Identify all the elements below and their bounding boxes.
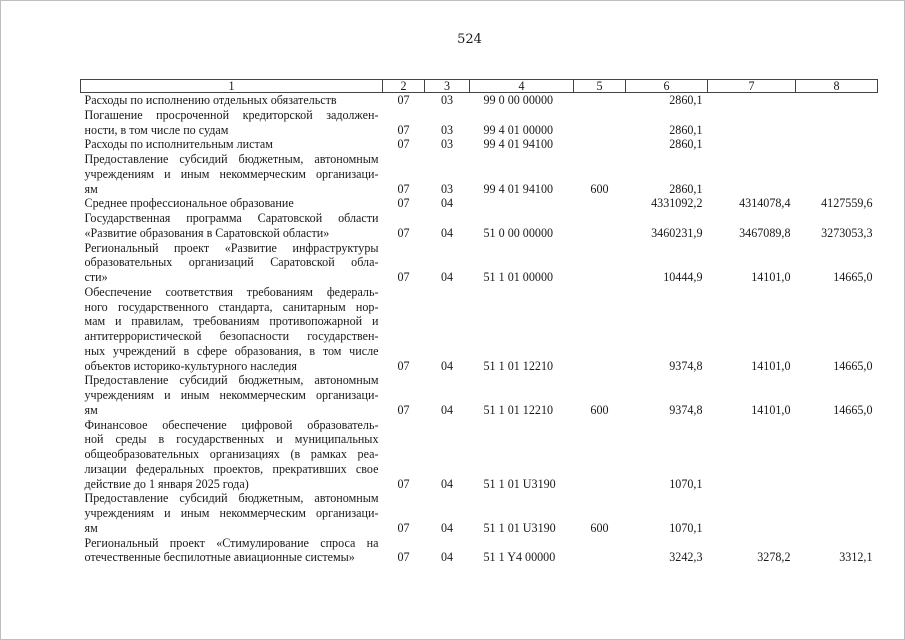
target-article-code: 51 0 00 00000 [483, 225, 554, 240]
item-name-line: Региональный проект «Стимулирование спроса на [84, 535, 379, 550]
item-name-line: Предоставление субсидий бюджетным, автономным [84, 152, 379, 166]
item-name-line: Расходы по исполнительным листам [84, 137, 273, 152]
table-row [81, 108, 878, 138]
amount-year-3 [796, 108, 878, 138]
item-name-line: учреждениям и иным некоммерческим организаци- [84, 506, 379, 520]
target-article-code: 51 1 01 U3190 [483, 520, 556, 535]
section-code: 07 [397, 181, 410, 196]
section-code: 07 [397, 122, 410, 137]
header-col-7: 7 [708, 80, 796, 93]
expense-type-code [574, 241, 626, 285]
item-name-line: ного государственного стандарта, санитарным нор- [84, 299, 379, 314]
amount-year-1: 2860,1 [669, 122, 703, 137]
section-code: 07 [397, 358, 410, 373]
target-article-code: 99 4 01 94100 [483, 181, 554, 196]
item-name-line: ной среды в государственных и муниципальных [84, 432, 379, 447]
subsection-code: 03 [440, 93, 454, 107]
item-name [81, 418, 383, 492]
amount-year-2: 14101,0 [751, 270, 791, 284]
item-name-line: ям [84, 520, 98, 535]
item-name-line: Региональный проект «Развитие инфраструктуры [84, 240, 379, 255]
amount-year-2 [708, 93, 796, 108]
header-col-6: 6 [626, 80, 708, 93]
table-row [81, 418, 878, 492]
section-code: 07 [397, 520, 410, 535]
table-row [81, 491, 878, 535]
amount-year-1: 3460231,9 [651, 225, 703, 240]
item-name [81, 491, 383, 535]
table-row [81, 137, 878, 152]
target-article-code: 51 1 01 U3190 [483, 476, 556, 491]
item-name-line: образовательных организаций Саратовской обла- [84, 255, 379, 270]
page-number: 524 [457, 32, 482, 47]
expense-type-code [574, 93, 626, 108]
item-name-line: Финансовое обеспечение цифровой образователь- [84, 417, 379, 432]
header-col-3: 3 [425, 80, 470, 93]
item-name [81, 196, 383, 211]
item-name-line: Расходы по исполнению отдельных обязательств [84, 93, 337, 107]
item-name-line: Среднее профессиональное образование [84, 196, 294, 211]
item-name-line: учреждениям и иным некоммерческим организаци- [84, 388, 379, 402]
table-row [81, 196, 878, 211]
table-row [81, 93, 878, 108]
header-col-2: 2 [383, 80, 425, 93]
amount-year-3 [796, 491, 878, 535]
item-name [81, 285, 383, 374]
table-row [81, 373, 878, 417]
amount-year-2: 4314078,4 [739, 196, 791, 211]
item-name-line: отечественные беспилотные авиационные системы» [84, 550, 355, 565]
amount-year-2: 14101,0 [751, 402, 791, 417]
subsection-code: 04 [440, 476, 454, 491]
table-row [81, 211, 878, 241]
item-name-line: «Развитие образования в Саратовской области» [84, 225, 330, 240]
item-name-line: Предоставление субсидий бюджетным, автономным [84, 491, 379, 506]
amount-year-3: 14665,0 [833, 358, 873, 373]
amount-year-1: 2860,1 [669, 137, 703, 152]
subsection-code: 04 [440, 402, 454, 417]
expense-type-code: 600 [590, 181, 609, 196]
item-name-line: Государственная программа Саратовской области [84, 211, 379, 225]
budget-table [80, 79, 878, 565]
item-name [81, 137, 383, 152]
item-name-line: учреждениям и иным некоммерческим организаци- [84, 166, 379, 181]
item-name [81, 536, 383, 566]
amount-year-3: 4127559,6 [821, 196, 873, 211]
target-article-code: 99 4 01 94100 [483, 137, 554, 152]
column-number-header [81, 80, 878, 93]
table-row [81, 152, 878, 196]
expense-type-code [574, 108, 626, 138]
subsection-code: 04 [440, 196, 454, 211]
amount-year-2 [708, 108, 796, 138]
amount-year-2 [708, 418, 796, 492]
section-code: 07 [397, 402, 410, 417]
table-row [81, 285, 878, 374]
amount-year-2 [708, 491, 796, 535]
item-name-line: ям [84, 181, 98, 196]
header-col-5: 5 [574, 80, 626, 93]
amount-year-1: 9374,8 [669, 358, 703, 373]
section-code: 07 [397, 476, 410, 491]
section-code: 07 [397, 225, 410, 240]
expense-type-code [574, 137, 626, 152]
item-name-line: ям [84, 402, 98, 417]
table-row [81, 536, 878, 566]
target-article-code [470, 196, 574, 211]
expense-type-code [574, 418, 626, 492]
subsection-code: 04 [440, 225, 454, 240]
item-name-line: общеобразовательных организациях (в рамках реа- [84, 447, 379, 461]
amount-year-1: 3242,3 [669, 550, 703, 565]
header-col-1: 1 [81, 80, 383, 93]
item-name [81, 93, 383, 108]
target-article-code: 51 1 Y4 00000 [483, 550, 556, 565]
subsection-code: 03 [440, 181, 454, 196]
item-name-line: ных учреждений в сфере образования, в том числе [84, 343, 379, 358]
section-code: 07 [397, 196, 410, 211]
expense-type-code: 600 [590, 402, 609, 417]
amount-year-2: 3467089,8 [739, 225, 791, 240]
amount-year-3: 3312,1 [839, 550, 873, 565]
amount-year-1: 9374,8 [669, 402, 703, 417]
target-article-code: 99 0 00 00000 [483, 93, 554, 107]
target-article-code: 51 1 01 00000 [483, 270, 554, 284]
amount-year-3 [796, 137, 878, 152]
amount-year-3: 3273053,3 [821, 225, 873, 240]
subsection-code: 04 [440, 270, 454, 284]
amount-year-1: 1070,1 [669, 520, 703, 535]
section-code: 07 [397, 93, 410, 107]
item-name [81, 241, 383, 285]
amount-year-3: 14665,0 [833, 270, 873, 284]
section-code: 07 [397, 270, 410, 284]
amount-year-3 [796, 93, 878, 108]
amount-year-3: 14665,0 [833, 402, 873, 417]
item-name-line: объектов историко-культурного наследия [84, 358, 297, 373]
header-col-4: 4 [470, 80, 574, 93]
section-code: 07 [397, 550, 410, 565]
section-code: 07 [397, 137, 410, 152]
amount-year-2: 14101,0 [751, 358, 791, 373]
amount-year-1: 10444,9 [663, 270, 703, 284]
subsection-code: 03 [440, 137, 454, 152]
item-name [81, 152, 383, 196]
subsection-code: 03 [440, 122, 454, 137]
table-row [81, 241, 878, 285]
subsection-code: 04 [440, 520, 454, 535]
expense-type-code [574, 285, 626, 374]
expense-type-code: 600 [590, 520, 609, 535]
amount-year-1: 4331092,2 [651, 196, 703, 211]
expense-type-code [574, 211, 626, 241]
amount-year-2 [708, 137, 796, 152]
item-name-line: сти» [84, 270, 108, 284]
expense-type-code [574, 196, 626, 211]
item-name-line: мам и правилам, требованиям противопожарной и [84, 314, 379, 329]
target-article-code: 51 1 01 12210 [483, 402, 554, 417]
amount-year-2 [708, 152, 796, 196]
item-name-line: лизации федеральных проектов, прекративших свое [84, 461, 379, 476]
amount-year-1: 1070,1 [669, 476, 703, 491]
subsection-code: 04 [440, 358, 454, 373]
subsection-code: 04 [440, 550, 454, 565]
item-name-line: антитеррористической безопасности государствен- [84, 329, 379, 343]
target-article-code: 99 4 01 00000 [483, 122, 554, 137]
item-name-line: Предоставление субсидий бюджетным, автономным [84, 373, 379, 388]
item-name [81, 373, 383, 417]
item-name-line: Обеспечение соответствия требованиям федераль- [84, 284, 379, 299]
amount-year-3 [796, 418, 878, 492]
amount-year-1: 2860,1 [669, 181, 703, 196]
expense-type-code [574, 536, 626, 566]
item-name-line: действие до 1 января 2025 года) [84, 476, 249, 491]
amount-year-2: 3278,2 [757, 550, 791, 565]
target-article-code: 51 1 01 12210 [483, 358, 554, 373]
amount-year-3 [796, 152, 878, 196]
header-col-8: 8 [796, 80, 878, 93]
item-name-line: Погашение просроченной кредиторской задолжен- [84, 107, 379, 122]
amount-year-1: 2860,1 [669, 93, 703, 107]
item-name [81, 211, 383, 241]
item-name-line: ности, в том числе по судам [84, 122, 229, 137]
item-name [81, 108, 383, 138]
